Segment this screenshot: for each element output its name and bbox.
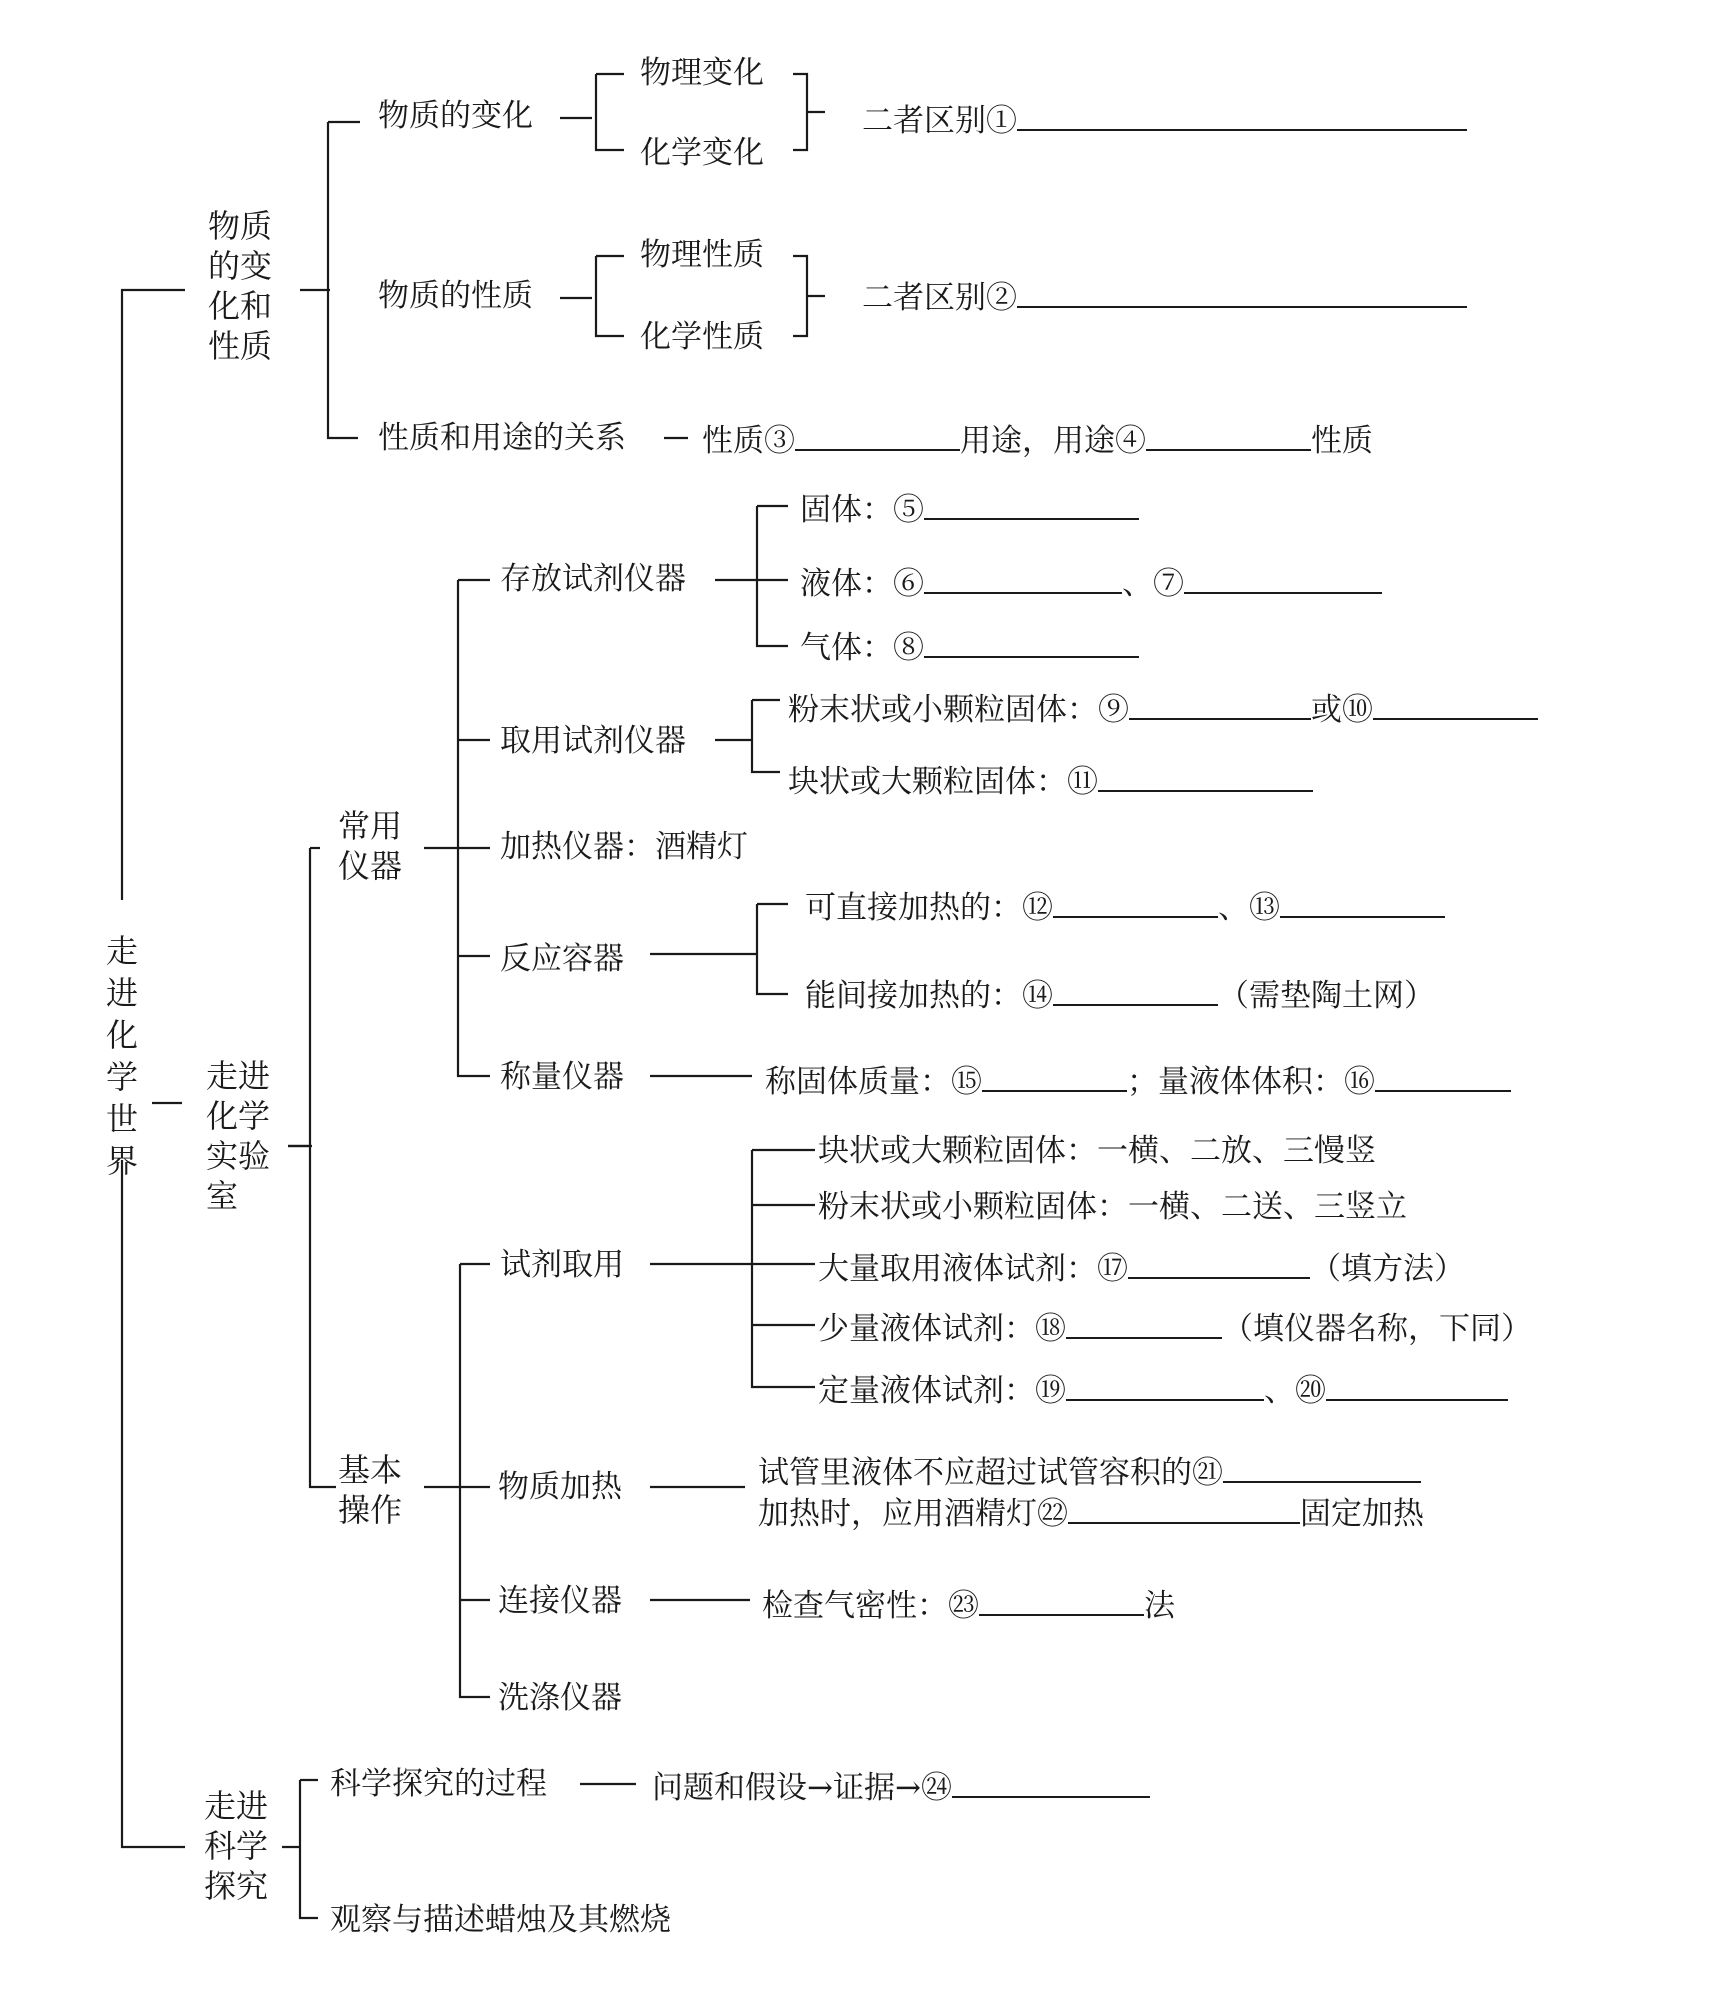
react-indirect-note: （需垫陶土网） xyxy=(1218,978,1435,1014)
reagent-fixed-liquid-label2: 、⑳ xyxy=(1264,1373,1326,1409)
weigh-line xyxy=(765,1064,1511,1098)
node-take: 取用试剂仪器 xyxy=(500,723,686,759)
reagent-fixed-liquid xyxy=(818,1373,1508,1407)
heating-flame-label: 加热时，应用酒精灯㉒ xyxy=(758,1496,1068,1532)
heating-flame xyxy=(758,1496,1424,1530)
reagent-small-liquid xyxy=(818,1311,1532,1345)
store-gas-label: 气体：⑧ xyxy=(800,630,924,666)
heating-flame-label2: 固定加热 xyxy=(1300,1496,1424,1532)
connect-airtight-label2: 法 xyxy=(1144,1588,1175,1624)
store-solid xyxy=(800,492,1139,526)
reagent-powder: 粉末状或小颗粒固体：一横、二送、三竖立 xyxy=(818,1189,1407,1225)
prop-use-part2: 用途，用途④ xyxy=(960,423,1146,459)
blank-8 xyxy=(924,630,1139,658)
react-direct xyxy=(805,890,1445,924)
node-process: 科学探究的过程 xyxy=(330,1766,547,1802)
connect-airtight-label: 检查气密性：㉓ xyxy=(762,1588,979,1624)
blank-19 xyxy=(1066,1373,1264,1401)
take-block xyxy=(788,764,1313,798)
prop-use-part1: 性质③ xyxy=(702,423,795,459)
node-chemical-property: 化学性质 xyxy=(640,319,764,355)
take-powder-label: 粉末状或小颗粒固体：⑨ xyxy=(788,692,1129,728)
node-heat: 加热仪器：酒精灯 xyxy=(500,829,748,865)
blank-5 xyxy=(924,492,1139,520)
blank-23 xyxy=(979,1588,1144,1616)
node-chemical-change: 化学变化 xyxy=(640,135,764,171)
node-change: 物质的变化 xyxy=(378,98,533,134)
react-indirect xyxy=(805,978,1435,1012)
process-steps-label: 问题和假设→证据→㉔ xyxy=(652,1770,952,1806)
weigh-liquid-label: ；量液体体积：⑯ xyxy=(1127,1064,1375,1100)
section-inquiry: 走进科学探究 xyxy=(204,1787,269,1905)
take-block-label: 块状或大颗粒固体：⑪ xyxy=(788,764,1098,800)
blank-24 xyxy=(952,1770,1150,1798)
heating-volume xyxy=(758,1455,1421,1489)
node-physical-change: 物理变化 xyxy=(640,55,764,91)
section-lab: 走进化学实验室 xyxy=(206,1057,271,1215)
blank-21 xyxy=(1223,1455,1421,1483)
diff-property xyxy=(862,280,1467,314)
blank-18 xyxy=(1066,1311,1222,1339)
diff-property-label: 二者区别② xyxy=(862,280,1017,316)
weigh-solid-label: 称固体质量：⑮ xyxy=(765,1064,982,1100)
section-properties: 物质的变化和性质 xyxy=(208,207,273,365)
node-heating: 物质加热 xyxy=(498,1469,622,1505)
store-gas xyxy=(800,630,1139,664)
node-store: 存放试剂仪器 xyxy=(500,561,686,597)
root-title: 走进化学世界 xyxy=(105,932,138,1180)
blank-15 xyxy=(982,1064,1127,1092)
node-property: 物质的性质 xyxy=(378,278,533,314)
take-powder xyxy=(788,692,1538,726)
take-powder-label2: 或⑩ xyxy=(1311,692,1373,728)
heating-volume-label: 试管里液体不应超过试管容积的㉑ xyxy=(758,1455,1223,1491)
blank-14 xyxy=(1053,978,1218,1006)
blank-11 xyxy=(1098,764,1313,792)
node-property-use: 性质和用途的关系 xyxy=(378,420,626,456)
blank-9 xyxy=(1129,692,1311,720)
blank-3 xyxy=(795,423,960,451)
react-direct-label: 可直接加热的：⑫ xyxy=(805,890,1053,926)
blank-4 xyxy=(1146,423,1311,451)
react-direct-label2: 、⑬ xyxy=(1218,890,1280,926)
store-liquid-label2: 、⑦ xyxy=(1122,566,1184,602)
reagent-small-liquid-label: 少量液体试剂：⑱ xyxy=(818,1311,1066,1347)
blank-7 xyxy=(1184,566,1382,594)
reagent-fixed-liquid-label: 定量液体试剂：⑲ xyxy=(818,1373,1066,1409)
store-liquid-label: 液体：⑥ xyxy=(800,566,924,602)
store-liquid xyxy=(800,566,1382,600)
node-observe: 观察与描述蜡烛及其燃烧 xyxy=(330,1902,671,1938)
reagent-large-liquid xyxy=(818,1251,1465,1285)
store-solid-label: 固体：⑤ xyxy=(800,492,924,528)
blank-20 xyxy=(1326,1373,1508,1401)
node-connect: 连接仪器 xyxy=(498,1583,622,1619)
node-react: 反应容器 xyxy=(500,941,624,977)
blank-13 xyxy=(1280,890,1445,918)
reagent-large-liquid-label: 大量取用液体试剂：⑰ xyxy=(818,1251,1128,1287)
node-wash: 洗涤仪器 xyxy=(498,1680,622,1716)
blank-2 xyxy=(1017,280,1467,308)
node-reagent: 试剂取用 xyxy=(500,1247,624,1283)
reagent-block: 块状或大颗粒固体：一横、二放、三慢竖 xyxy=(818,1133,1376,1169)
node-operations: 基本操作 xyxy=(338,1451,403,1529)
node-physical-property: 物理性质 xyxy=(640,237,764,273)
blank-22 xyxy=(1068,1496,1300,1524)
node-weigh: 称量仪器 xyxy=(500,1059,624,1095)
blank-16 xyxy=(1375,1064,1511,1092)
blank-6 xyxy=(924,566,1122,594)
reagent-small-liquid-note: （填仪器名称，下同） xyxy=(1222,1311,1532,1347)
process-steps xyxy=(652,1770,1150,1804)
diff-change-label: 二者区别① xyxy=(862,103,1017,139)
property-use-line xyxy=(702,423,1373,457)
blank-17 xyxy=(1128,1251,1310,1279)
diff-change xyxy=(862,103,1467,137)
node-instruments: 常用仪器 xyxy=(338,807,403,885)
blank-1 xyxy=(1017,103,1467,131)
react-indirect-label: 能间接加热的：⑭ xyxy=(805,978,1053,1014)
reagent-large-liquid-note: （填方法） xyxy=(1310,1251,1465,1287)
connect-airtight xyxy=(762,1588,1175,1622)
prop-use-part3: 性质 xyxy=(1311,423,1373,459)
blank-12 xyxy=(1053,890,1218,918)
blank-10 xyxy=(1373,692,1538,720)
